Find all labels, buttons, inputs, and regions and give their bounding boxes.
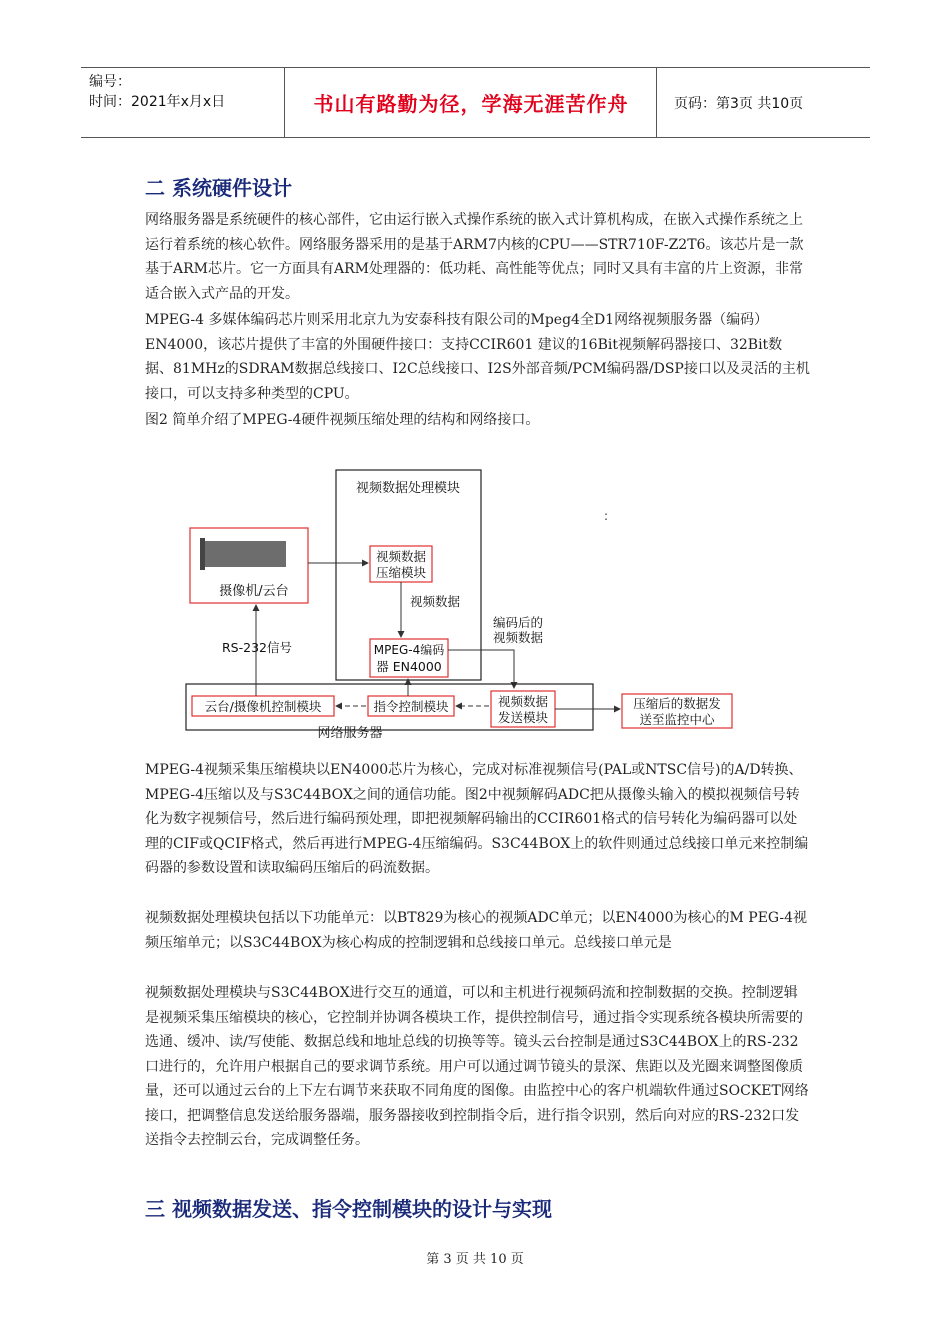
ptz-control-label: 云台/摄像机控制模块 [204, 699, 322, 714]
section-heading: 二 系统硬件设计 [145, 176, 292, 200]
header-time: 时间：2021年x月x日 [89, 94, 226, 110]
network-server-label: 网络服务器 [317, 726, 383, 740]
camera-lens-icon [200, 538, 205, 570]
video-data-label: 视频数据 [410, 594, 461, 609]
compression-label-1: 视频数据 [375, 549, 427, 564]
paragraph-mpeg4-chip: MPEG-4 多媒体编码芯片则采用北京九为安泰科技有限公司的Mpeg4全D1网络视频服务器（编码）EN4000，该芯片提供了丰富的外围硬件接口：支持CCIR601 建议的16Bit视频解码器接口、32Bit数据、81MHz的SDRAM数据总线接口、I2C总线接口、I2S外部音频/PCM编码器/DSP接口以及灵活的主机接口，可以支持多种类型的CPU。 [145, 312, 810, 402]
header-meta [89, 72, 225, 112]
header-page-number: 页码：第3页 共10页 [674, 95, 804, 112]
stray-mark: : [604, 509, 609, 523]
compression-label-2: 压缩模块 [375, 565, 427, 580]
section-heading: 三 视频数据发送、指令控制模块的设计与实现 [145, 1197, 552, 1221]
encoder-label-1: MPEG-4编码 [373, 643, 445, 657]
encoded-data-label-2: 视频数据 [493, 630, 544, 645]
paragraph-processing-units: 视频数据处理模块包括以下功能单元：以BT829为核心的视频ADC单元；以EN4000为核心的M PEG-4视频压缩单元；以S3C44BOX为核心构成的控制逻辑和总线接口单元。总线接口单元是 [145, 910, 807, 951]
rs232-label: RS-232信号 [222, 640, 292, 655]
output-label-1: 压缩后的数据发 [633, 696, 721, 711]
page-footer: 第 3 页 共 10 页 [426, 1252, 524, 1267]
sender-label-2: 发送模块 [497, 710, 549, 725]
camera-label: 摄像机/云台 [219, 584, 289, 599]
encoded-data-label-1: 编码后的 [493, 615, 544, 630]
paragraph-cpu: 网络服务器是系统硬件的核心部件，它由运行嵌入式操作系统的嵌入式计算机构成，在嵌入式操作系统之上运行着系统的核心软件。网络服务器采用的是基于ARM7内核的CPU——STR710F-Z2T6。该芯片是一款基于ARM芯片。它一方面具有ARM处理器的：低功耗、高性能等优点；同时又具有丰富的片上资源，非常适合嵌入式产品的开发。 [145, 212, 804, 302]
command-control-label: 指令控制模块 [373, 699, 449, 714]
output-label-2: 送至监控中心 [639, 712, 715, 727]
sender-label-1: 视频数据 [497, 694, 549, 709]
page-header [81, 67, 870, 138]
paragraph-compression-module: MPEG-4视频采集压缩模块以EN4000芯片为核心，完成对标准视频信号(PAL或NTSC信号)的A/D转换、MPEG-4压缩以及与S3C44BOX之间的通信功能。图2中视频解码ADC把从摄像头输入的模拟视频信号转化为数字视频信号，然后进行编码预处理，即把视频解码输出的CCIR601格式的信号转化为编码器可以处理的CIF或QCIF格式，然后再进行MPEG-4压缩编码。S3C44BOX上的软件则通过总线接口单元来控制编码器的参数设置和读取编码压缩后的码流数据。 [145, 762, 809, 876]
hardware-block-diagram [180, 468, 740, 740]
camera-icon [204, 541, 286, 567]
header-number: 编号： [89, 74, 131, 90]
header-divider [284, 68, 285, 137]
paragraph-figure-intro: 图2 简单介绍了MPEG-4硬件视频压缩处理的结构和网络接口。 [145, 412, 540, 428]
header-motto: 书山有路勤为径，学海无涯苦作舟 [313, 92, 629, 116]
paragraph-bus-interface: 视频数据处理模块与S3C44BOX进行交互的通道，可以和主机进行视频码流和控制数据的交换。控制逻辑是视频采集压缩模块的核心，它控制并协调各模块工作，提供控制信号，通过指令实现系统各模块所需要的选通、缓冲、读/写使能、数据总线和地址总线的切换等等。镜头云台控制是通过S3C44BOX上的RS-232口进行的，允许用户根据自己的要求调节系统。用户可以通过调节镜头的景深、焦距以及光圈来调整图像质量，还可以通过云台的上下左右调节来获取不同角度的图像。由监控中心的客户机端软件通过SOCKET网络接口，把调整信息发送给服务器端，服务器接收到控制指令后，进行指令识别，然后向对应的RS-232口发送指令去控制云台，完成调整任务。 [145, 985, 809, 1148]
header-divider [656, 68, 657, 137]
processing-module-label: 视频数据处理模块 [355, 481, 461, 496]
encoder-label-2: 器 EN4000 [376, 659, 442, 674]
